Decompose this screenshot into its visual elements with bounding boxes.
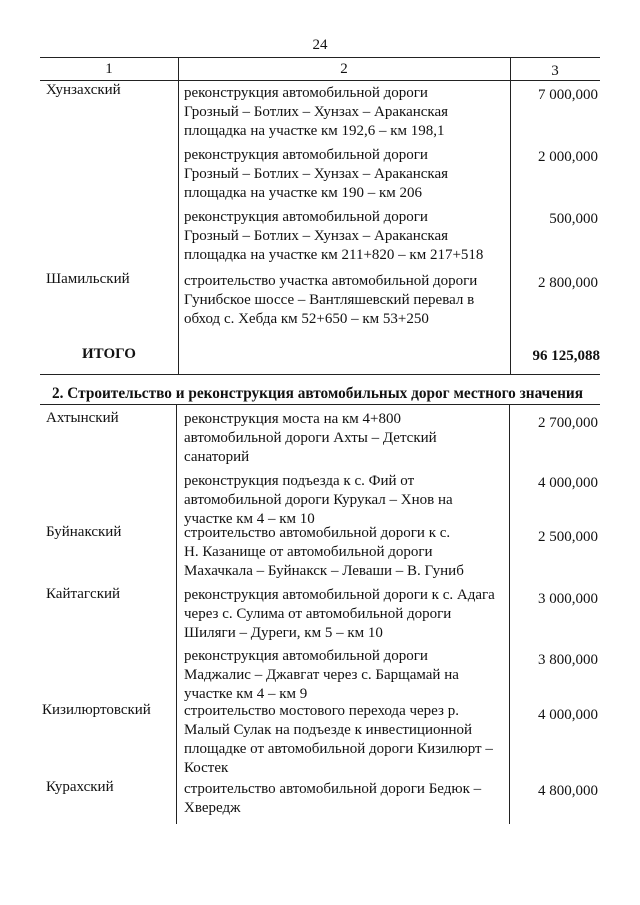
description-line: Грозный – Ботлих – Хунзах – Араканская <box>184 228 449 244</box>
district-name: Кайтагский <box>46 586 121 602</box>
description-line: площадке от автомобильной дороги Кизилюрт – <box>184 741 493 757</box>
district-name: Шамильский <box>46 271 130 287</box>
description-line: автомобильной дороги Ахты – Детский <box>184 430 437 446</box>
description-line: площадка на участке км 190 – км 206 <box>184 185 423 201</box>
project-description <box>184 410 510 467</box>
description-line: реконструкция автомобильной дороги к с. Адага <box>184 587 495 603</box>
project-description <box>184 780 510 818</box>
district-name: Кизилюртовский <box>42 702 151 718</box>
project-description <box>184 146 510 203</box>
description-line: через с. Сулима от автомобильной дороги <box>184 606 452 622</box>
description-line: Костек <box>184 760 229 776</box>
project-description <box>184 524 510 581</box>
description-line: реконструкция автомобильной дороги <box>184 147 428 163</box>
page-number: 24 <box>312 37 328 53</box>
funding-amount: 2 700,000 <box>538 415 598 431</box>
description-line: реконструкция автомобильной дороги <box>184 648 428 664</box>
table2-col-divider-1 <box>176 404 177 824</box>
description-line: реконструкция автомобильной дороги <box>184 209 428 225</box>
funding-amount: 4 800,000 <box>538 783 598 799</box>
description-line: Грозный – Ботлих – Хунзах – Араканская <box>184 104 449 120</box>
column-header-2: 2 <box>340 61 348 77</box>
total-label: ИТОГО <box>82 346 136 362</box>
funding-amount: 2 500,000 <box>538 529 598 545</box>
description-line: строительство автомобильной дороги к с. <box>184 525 451 541</box>
table1-bottom-border <box>40 374 600 375</box>
total-amount: 96 125,088 <box>532 348 600 364</box>
column-header-1: 1 <box>105 61 113 77</box>
description-line: Махачкала – Буйнакск – Леваши – В. Гуниб <box>184 563 464 579</box>
funding-amount: 7 000,000 <box>538 87 598 103</box>
description-line: Шиляги – Дуреги, км 5 – км 10 <box>184 625 383 641</box>
project-description <box>184 84 510 141</box>
section-heading: 2. Строительство и реконструкция автомобильных дорог местного значения <box>52 385 583 402</box>
funding-amount: 2 000,000 <box>538 149 598 165</box>
description-line: площадка на участке км 211+820 – км 217+518 <box>184 247 484 263</box>
description-line: Маджалис – Джавгат через с. Барщамай на <box>184 667 459 683</box>
column-header-3: 3 <box>551 63 559 79</box>
description-line: реконструкция подъезда к с. Фий от <box>184 473 415 489</box>
project-description <box>184 272 510 329</box>
description-line: Гунибское шоссе – Вантляшевский перевал в <box>184 292 475 308</box>
description-line: Малый Сулак на подъезде к инвестиционной <box>184 722 473 738</box>
project-description <box>184 586 510 643</box>
funding-amount: 4 000,000 <box>538 707 598 723</box>
funding-amount: 3 000,000 <box>538 591 598 607</box>
description-line: обход с. Хебда км 52+650 – км 53+250 <box>184 311 429 327</box>
description-line: автомобильной дороги Курукал – Хнов на <box>184 492 453 508</box>
project-description <box>184 702 510 778</box>
description-line: Грозный – Ботлих – Хунзах – Араканская <box>184 166 449 182</box>
funding-amount: 4 000,000 <box>538 475 598 491</box>
description-line: строительство мостового перехода через р. <box>184 703 459 719</box>
district-name: Буйнакский <box>46 524 122 540</box>
project-description <box>184 647 510 704</box>
funding-amount: 3 800,000 <box>538 652 598 668</box>
district-name: Ахтынский <box>46 410 119 426</box>
description-line: участке км 4 – км 9 <box>184 686 308 702</box>
funding-amount: 500,000 <box>549 211 598 227</box>
project-description <box>184 208 510 265</box>
description-line: реконструкция автомобильной дороги <box>184 85 428 101</box>
description-line: Н. Казанище от автомобильной дороги <box>184 544 433 560</box>
project-description <box>184 472 510 529</box>
description-line: участке км 4 – км 10 <box>184 511 315 527</box>
description-line: Хвередж <box>184 800 241 816</box>
description-line: реконструкция моста на км 4+800 <box>184 411 401 427</box>
description-line: строительство автомобильной дороги Бедюк – <box>184 781 482 797</box>
description-line: строительство участка автомобильной дороги <box>184 273 478 289</box>
district-name: Хунзахский <box>46 82 121 98</box>
table1-col-divider-1 <box>178 57 179 374</box>
funding-amount: 2 800,000 <box>538 275 598 291</box>
description-line: санаторий <box>184 449 250 465</box>
description-line: площадка на участке км 192,6 – км 198,1 <box>184 123 445 139</box>
district-name: Курахский <box>46 779 114 795</box>
table1-top-border <box>40 57 600 58</box>
table2-top-border <box>40 404 600 405</box>
